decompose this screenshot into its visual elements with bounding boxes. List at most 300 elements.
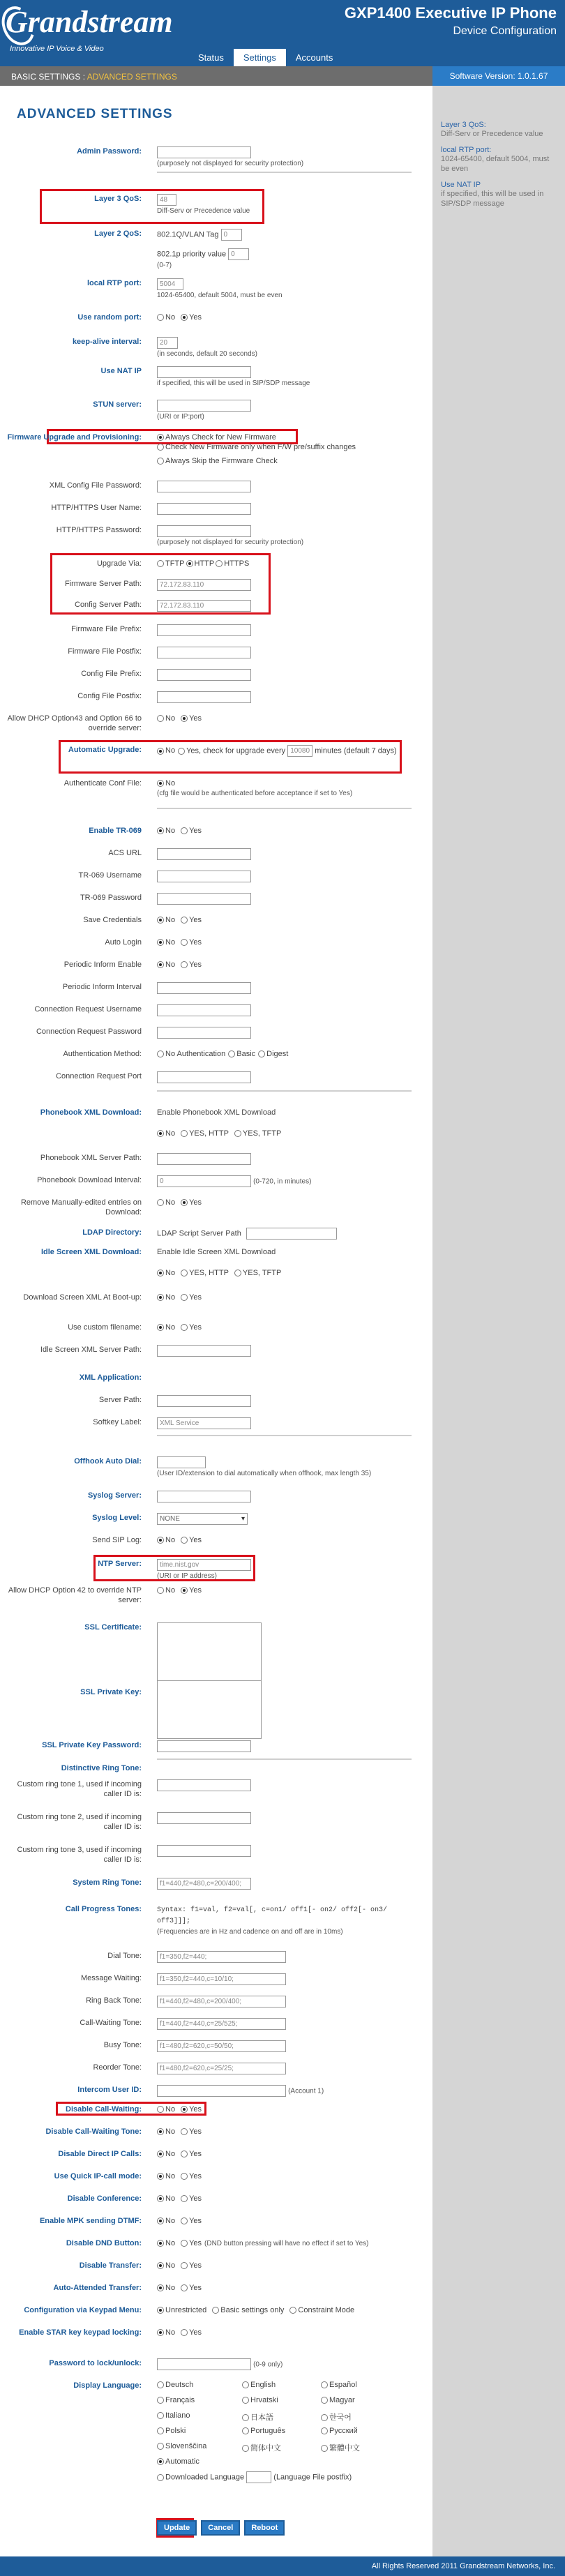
acs-url-label: ACS URL <box>108 849 142 857</box>
option-no: No <box>165 2150 176 2158</box>
lang-label: Downloaded Language <box>165 2473 245 2482</box>
lock-password-note: (0-9 only) <box>253 2360 283 2369</box>
option-no: No <box>165 714 176 723</box>
tr069-username-input[interactable] <box>157 871 251 882</box>
ringback-input[interactable]: f1=440,f2=480,c=200/400; <box>157 1996 286 2008</box>
periodic-inform-label: Periodic Inform Enable <box>63 961 142 969</box>
option-no: No <box>165 916 176 924</box>
option-text: YES, TFTP <box>242 1129 282 1138</box>
fw-postfix-label: Firmware File Postfix: <box>68 647 142 656</box>
option-no: No <box>165 1198 176 1207</box>
periodic-no-radio[interactable] <box>157 961 164 968</box>
siplog-no-radio[interactable] <box>157 1537 164 1544</box>
auto-upgrade-label: Automatic Upgrade: <box>68 746 142 754</box>
xfer-yes-radio[interactable] <box>181 2262 188 2269</box>
priority-input[interactable]: 0 <box>228 248 249 260</box>
upgrade-https-radio[interactable] <box>216 560 223 567</box>
grandstream-logo <box>6 4 173 60</box>
option-text: Check New Firmware only when F/W pre/suffix changes <box>165 443 356 451</box>
stun-server-note: (URI or IP:port) <box>157 413 204 421</box>
lang-radio[interactable] <box>157 2443 164 2450</box>
option-no: No <box>165 2172 176 2180</box>
logo-text: Grandstream <box>6 5 173 39</box>
breadcrumb-separator: : <box>80 72 87 82</box>
siplog-yes-radio[interactable] <box>181 1537 188 1544</box>
conn-port-input[interactable] <box>157 1071 251 1083</box>
custom-ring2-input[interactable] <box>157 1812 251 1824</box>
cfg-prefix-label: Config File Prefix: <box>81 670 142 678</box>
option-yes: Yes <box>189 1586 202 1595</box>
option-yes: Yes <box>189 1536 202 1544</box>
lang-label: Español <box>329 2381 357 2389</box>
layer2-qos-label: Layer 2 QoS: <box>94 229 142 238</box>
idle-server-label: Idle Screen XML Server Path: <box>40 1346 142 1354</box>
pb-tftp-radio[interactable] <box>234 1130 241 1137</box>
option-yes: Yes <box>189 2105 202 2114</box>
option-yes: Yes <box>189 2150 202 2158</box>
option-yes: Yes <box>189 938 202 947</box>
option-yes: Yes <box>189 1293 202 1302</box>
auto-upgrade-yes-radio[interactable] <box>178 748 185 755</box>
ldap-desc: LDAP Script Server Path <box>157 1229 241 1238</box>
option-no: No <box>165 313 176 322</box>
dhcp42-label: Allow DHCP Option 42 to override NTP server: <box>8 1586 142 1604</box>
kp-constraint-radio[interactable] <box>289 2307 296 2314</box>
conn-username-input[interactable] <box>157 1004 251 1016</box>
ldap-input[interactable] <box>246 1228 337 1240</box>
kp-unrestricted-radio[interactable] <box>157 2307 164 2314</box>
dis-cwt-no-radio[interactable] <box>157 2128 164 2135</box>
save-cred-yes-radio[interactable] <box>181 917 188 924</box>
msg-waiting-input[interactable]: f1=350,f2=440,c=10/10; <box>157 1973 286 1985</box>
acs-url-input[interactable] <box>157 848 251 860</box>
option-no: No <box>165 1293 176 1302</box>
periodic-interval-label: Periodic Inform Interval <box>62 983 142 991</box>
cancel-button[interactable]: Cancel <box>201 2520 240 2536</box>
custom-ring3-input[interactable] <box>157 1845 251 1857</box>
option-no: No <box>165 827 176 835</box>
nat-ip-input[interactable] <box>157 366 251 378</box>
dhcp42-no-radio[interactable] <box>157 1587 164 1594</box>
option-no: No <box>165 938 176 947</box>
lang-radio[interactable] <box>321 2427 328 2434</box>
auto-upgrade-text: Yes, check for upgrade every <box>186 746 286 755</box>
conn-password-label: Connection Request Password <box>36 1027 142 1036</box>
dis-cw-no-radio[interactable] <box>157 2106 164 2113</box>
xfer-no-radio[interactable] <box>157 2262 164 2269</box>
help-title: Layer 3 QoS: <box>441 121 486 129</box>
logo-tagline: Innovative IP Voice & Video <box>10 45 104 53</box>
lang-label: Polski <box>165 2427 186 2435</box>
idle-xml-label: Idle Screen XML Download: <box>40 1248 142 1256</box>
auth-conf-note: (cfg file would be authenticated before acceptance if set to Yes) <box>157 790 353 797</box>
auto-upgrade-interval-input[interactable]: 10080 <box>287 745 312 757</box>
lang-label: Slovenščina <box>165 2442 207 2450</box>
system-ring-label: System Ring Tone: <box>73 1878 142 1887</box>
nat-ip-label: Use NAT IP <box>100 367 142 375</box>
lang-label: Deutsch <box>165 2381 194 2389</box>
upgrade-http-radio[interactable] <box>186 560 193 567</box>
option-yes: Yes <box>189 313 202 322</box>
ldap-label: LDAP Directory: <box>82 1228 142 1237</box>
fw-check-prefix-radio[interactable] <box>157 444 164 451</box>
option-yes: Yes <box>189 916 202 924</box>
auto-upgrade-suffix: minutes (default 7 days) <box>315 746 397 755</box>
xml-config-password-input[interactable] <box>157 481 251 492</box>
fw-skip-radio[interactable] <box>157 458 164 465</box>
lang-radio[interactable] <box>242 2445 249 2452</box>
ntp-server-input[interactable]: time.nist.gov <box>157 1559 251 1571</box>
lang-label: 日本語 <box>250 2413 273 2422</box>
product-name: GXP1400 Executive IP Phone <box>344 4 557 22</box>
option-no: No <box>165 1129 176 1138</box>
auth-conf-label: Authenticate Conf File: <box>63 779 142 788</box>
lang-downloaded-radio[interactable] <box>157 2474 164 2481</box>
keepalive-input[interactable]: 20 <box>157 337 178 349</box>
auth-method-label: Authentication Method: <box>63 1050 142 1058</box>
save-cred-no-radio[interactable] <box>157 917 164 924</box>
admin-password-label: Admin Password: <box>77 147 142 156</box>
cfg-prefix-input[interactable] <box>157 669 251 681</box>
syslog-server-input[interactable] <box>157 1491 251 1502</box>
dnd-no-radio[interactable] <box>157 2240 164 2247</box>
help-desc: if specified, this will be used in SIP/SDP message <box>441 190 544 208</box>
option-yes: Yes <box>189 2239 202 2247</box>
conn-password-input[interactable] <box>157 1027 251 1039</box>
customfn-yes-radio[interactable] <box>181 1324 188 1331</box>
dis-cw-yes-radio[interactable] <box>181 2106 188 2113</box>
http-password-label: HTTP/HTTPS Password: <box>56 526 142 534</box>
idle-http-radio[interactable] <box>181 1270 188 1276</box>
ssl-key-password-input[interactable] <box>157 1740 251 1752</box>
software-version: Software Version: 1.0.1.67 <box>432 66 565 86</box>
dhcp43-no-radio[interactable] <box>157 715 164 722</box>
option-text: Digest <box>266 1050 289 1058</box>
star-no-radio[interactable] <box>157 2329 164 2336</box>
option-no: No <box>165 1536 176 1544</box>
nat-ip-note: if specified, this will be used in SIP/SDP message <box>157 379 310 387</box>
option-text: YES, HTTP <box>189 1269 229 1277</box>
priority-label: 802.1p priority value <box>157 250 227 259</box>
phonebook-xml-desc: Enable Phonebook XML Download <box>157 1108 276 1117</box>
header-bar <box>0 0 565 66</box>
rtp-port-note: 1024-65400, default 5004, must be even <box>157 292 282 299</box>
stun-server-input[interactable] <box>157 400 251 412</box>
kp-basic-radio[interactable] <box>212 2307 219 2314</box>
breadcrumb-basic-settings[interactable]: BASIC SETTINGS <box>11 72 81 82</box>
cfg-postfix-label: Config File Postfix: <box>77 692 142 700</box>
dis-dip-no-radio[interactable] <box>157 2151 164 2157</box>
lang-radio[interactable] <box>242 2397 249 2404</box>
custom-ring1-label: Custom ring tone 1, used if incoming caller ID is: <box>17 1780 142 1798</box>
lang-radio[interactable] <box>242 2414 249 2421</box>
layer3-qos-input[interactable]: 48 <box>157 194 176 206</box>
remove-no-radio[interactable] <box>157 1199 164 1206</box>
lang-radio[interactable] <box>321 2445 328 2452</box>
lock-password-input[interactable] <box>157 2358 251 2370</box>
dl-boot-label: Download Screen XML At Boot-up: <box>23 1293 142 1302</box>
option-yes: Yes <box>189 2284 202 2292</box>
dial-tone-input[interactable]: f1=350,f2=440; <box>157 1951 286 1963</box>
option-yes: Yes <box>189 2172 202 2180</box>
option-yes: Yes <box>189 2328 202 2337</box>
dnd-yes-radio[interactable] <box>181 2240 188 2247</box>
dhcp42-yes-radio[interactable] <box>181 1587 188 1594</box>
option-no: No <box>165 1269 176 1277</box>
option-yes: Yes <box>189 827 202 835</box>
http-username-label: HTTP/HTTPS User Name: <box>51 504 142 512</box>
auto-attended-label: Auto-Attended Transfer: <box>53 2284 142 2292</box>
sip-log-label: Send SIP Log: <box>92 1536 142 1544</box>
intercom-note: (Account 1) <box>288 2087 324 2095</box>
option-no: No <box>165 2328 176 2337</box>
tr069-password-input[interactable] <box>157 893 251 905</box>
fw-postfix-input[interactable] <box>157 647 251 658</box>
syslog-server-label: Syslog Server: <box>87 1491 142 1500</box>
vlan-tag-input[interactable]: 0 <box>221 229 242 241</box>
update-button[interactable]: Update <box>157 2520 197 2536</box>
admin-password-note: (purposely not displayed for security protection) <box>157 160 304 167</box>
option-no: No <box>165 2217 176 2225</box>
dis-conf-yes-radio[interactable] <box>181 2195 188 2202</box>
disable-direct-ip-label: Disable Direct IP Calls: <box>58 2150 142 2158</box>
tab-settings[interactable]: Settings <box>234 49 286 66</box>
custom-ring1-input[interactable] <box>157 1779 251 1791</box>
lang-radio[interactable] <box>157 2412 164 2419</box>
option-no: No <box>165 1323 176 1332</box>
quick-ip-no-radio[interactable] <box>157 2173 164 2180</box>
breadcrumb <box>11 72 177 82</box>
server-path-label: Server Path: <box>98 1396 142 1404</box>
option-https: HTTPS <box>224 559 250 568</box>
pb-interval-input[interactable]: 0 <box>157 1175 251 1187</box>
reorder-tone-label: Reorder Tone: <box>93 2063 142 2072</box>
lang-radio[interactable] <box>321 2414 328 2421</box>
tr069-label: Enable TR-069 <box>89 827 142 835</box>
ssl-cert-textarea[interactable] <box>157 1622 262 1681</box>
softkey-input[interactable]: XML Service <box>157 1417 251 1429</box>
reorder-tone-input[interactable]: f1=480,f2=620,c=25/25; <box>157 2063 286 2074</box>
custom-filename-label: Use custom filename: <box>68 1323 142 1332</box>
option-yes: Yes <box>189 1323 202 1332</box>
lang-label: Italiano <box>165 2411 190 2420</box>
aat-no-radio[interactable] <box>157 2284 164 2291</box>
xml-config-password-label: XML Config File Password: <box>49 481 142 490</box>
dnd-note: (DND button pressing will have no effect if set to Yes) <box>204 2240 369 2247</box>
lang-radio[interactable] <box>242 2427 249 2434</box>
option-no: No <box>165 2127 176 2136</box>
rtp-port-input[interactable]: 5004 <box>157 278 183 290</box>
stun-server-label: STUN server: <box>93 400 142 409</box>
option-text: Always Skip the Firmware Check <box>165 457 278 465</box>
upgrade-tftp-radio[interactable] <box>157 560 164 567</box>
tr069-username-label: TR-069 Username <box>78 871 142 880</box>
footer: All Rights Reserved 2011 Grandstream Networks, Inc. <box>0 2556 565 2576</box>
ssl-key-password-label: SSL Private Key Password: <box>42 1741 142 1749</box>
option-no: No <box>165 2105 176 2114</box>
random-port-no-radio[interactable] <box>157 314 164 321</box>
lang-label: English <box>250 2381 276 2389</box>
page-title: ADVANCED SETTINGS <box>17 107 173 121</box>
tab-status[interactable]: Status <box>198 52 224 63</box>
mpk-yes-radio[interactable] <box>181 2217 188 2224</box>
phonebook-xml-label: Phonebook XML Download: <box>40 1108 142 1117</box>
auto-login-label: Auto Login <box>105 938 142 947</box>
cpt-note: (Frequencies are in Hz and cadence on and off are in 10ms) <box>157 1928 343 1936</box>
fw-always-check-radio[interactable] <box>157 434 164 441</box>
pb-server-input[interactable] <box>157 1153 251 1165</box>
conn-username-label: Connection Request Username <box>34 1005 142 1014</box>
aat-yes-radio[interactable] <box>181 2284 188 2291</box>
option-no: No <box>165 2284 176 2292</box>
lang-postfix-input[interactable] <box>246 2471 271 2483</box>
priority-range: (0-7) <box>157 262 172 269</box>
periodic-yes-radio[interactable] <box>181 961 188 968</box>
fw-prefix-input[interactable] <box>157 624 251 636</box>
keepalive-note: (in seconds, default 20 seconds) <box>157 350 257 358</box>
auth-conf-no-radio[interactable] <box>157 780 164 787</box>
tr069-no-radio[interactable] <box>157 827 164 834</box>
lang-auto-radio[interactable] <box>157 2458 164 2465</box>
dhcp43-label: Allow DHCP Option43 and Option 66 to override server: <box>7 714 142 732</box>
auth-digest-radio[interactable] <box>258 1050 265 1057</box>
offhook-label: Offhook Auto Dial: <box>74 1457 142 1466</box>
auto-login-no-radio[interactable] <box>157 939 164 946</box>
ssl-key-textarea[interactable] <box>157 1680 262 1739</box>
call-progress-label: Call Progress Tones: <box>65 1905 142 1913</box>
cpt-syntax: Syntax: f1=val, f2=val[, c=on1/ off1[- on2/ off2[- on3/ off3]]]; <box>157 1906 388 1925</box>
lang-label: 繁體中文 <box>329 2444 360 2453</box>
dhcp43-yes-radio[interactable] <box>181 715 188 722</box>
star-lock-label: Enable STAR key keypad locking: <box>19 2328 142 2337</box>
random-port-label: Use random port: <box>77 313 142 322</box>
breadcrumb-current: ADVANCED SETTINGS <box>86 72 177 82</box>
conn-port-label: Connection Request Port <box>56 1072 142 1080</box>
config-server-label: Config Server Path: <box>75 601 142 609</box>
ssl-key-label: SSL Private Key: <box>80 1688 142 1696</box>
disable-transfer-label: Disable Transfer: <box>79 2261 142 2270</box>
option-text: Constraint Mode <box>298 2306 355 2314</box>
pb-no-radio[interactable] <box>157 1130 164 1137</box>
fw-prefix-label: Firmware File Prefix: <box>71 625 142 633</box>
lock-password-label: Password to lock/unlock: <box>49 2359 142 2367</box>
cfg-postfix-input[interactable] <box>157 691 251 703</box>
product-subtitle: Device Configuration <box>453 25 557 37</box>
vlan-tag-label: 802.1Q/VLAN Tag <box>157 230 219 239</box>
random-port-yes-radio[interactable] <box>181 314 188 321</box>
remove-yes-radio[interactable] <box>181 1199 188 1206</box>
dial-tone-label: Dial Tone: <box>107 1952 142 1960</box>
periodic-interval-input[interactable] <box>157 982 251 994</box>
distinctive-ring-label: Distinctive Ring Tone: <box>61 1764 142 1772</box>
option-yes: Yes <box>189 2261 202 2270</box>
lang-radio[interactable] <box>242 2381 249 2388</box>
idle-no-radio[interactable] <box>157 1270 164 1276</box>
ntp-note: (URI or IP address) <box>157 1572 217 1580</box>
lang-label: Hrvatski <box>250 2396 278 2404</box>
lang-radio[interactable] <box>157 2427 164 2434</box>
http-username-input[interactable] <box>157 503 251 515</box>
lang-radio[interactable] <box>321 2381 328 2388</box>
lang-radio[interactable] <box>321 2397 328 2404</box>
config-server-input[interactable]: 72.172.83.110 <box>157 600 251 612</box>
help-desc: 1024-65400, default 5004, must be even <box>441 155 550 173</box>
server-path-input[interactable] <box>157 1395 251 1407</box>
disable-conference-label: Disable Conference: <box>67 2194 142 2203</box>
divider <box>157 1435 412 1436</box>
idle-server-input[interactable] <box>157 1345 251 1357</box>
tr069-yes-radio[interactable] <box>181 827 188 834</box>
call-waiting-tone-label: Call-Waiting Tone: <box>80 2019 142 2027</box>
dlboot-no-radio[interactable] <box>157 1294 164 1301</box>
divider <box>157 172 412 173</box>
display-language-label: Display Language: <box>73 2381 142 2390</box>
lang-label: Português <box>250 2427 286 2435</box>
remove-manual-label: Remove Manually-edited entries on Download: <box>20 1198 142 1217</box>
option-no: No <box>165 779 176 788</box>
mpk-no-radio[interactable] <box>157 2217 164 2224</box>
lang-label: Automatic <box>165 2457 199 2466</box>
idle-tftp-radio[interactable] <box>234 1270 241 1276</box>
keypad-config-label: Configuration via Keypad Menu: <box>24 2306 142 2314</box>
http-password-input[interactable] <box>157 525 251 537</box>
option-no: No <box>165 2239 176 2247</box>
customfn-no-radio[interactable] <box>157 1324 164 1331</box>
lang-radio[interactable] <box>157 2397 164 2404</box>
dis-conf-no-radio[interactable] <box>157 2195 164 2202</box>
auth-basic-radio[interactable] <box>228 1050 235 1057</box>
option-text: YES, HTTP <box>189 1129 229 1138</box>
intercom-input[interactable] <box>157 2085 286 2097</box>
dlboot-yes-radio[interactable] <box>181 1294 188 1301</box>
firmware-server-input[interactable]: 72.172.83.110 <box>157 579 251 591</box>
syslog-level-select[interactable]: NONE ▾ <box>157 1513 248 1525</box>
lang-radio[interactable] <box>157 2381 164 2388</box>
offhook-input[interactable] <box>157 1456 206 1468</box>
star-yes-radio[interactable] <box>181 2329 188 2336</box>
help-panel <box>432 86 565 2556</box>
reboot-button[interactable]: Reboot <box>244 2520 285 2536</box>
mpk-dtmf-label: Enable MPK sending DTMF: <box>39 2217 142 2225</box>
option-text: Always Check for New Firmware <box>165 433 276 442</box>
softkey-label: Softkey Label: <box>93 1418 142 1426</box>
option-no: No <box>165 961 176 969</box>
admin-password-input[interactable] <box>157 146 251 158</box>
call-waiting-tone-input[interactable]: f1=440,f2=440,c=25/525; <box>157 2018 286 2030</box>
option-yes: Yes <box>189 1198 202 1207</box>
xml-app-label: XML Application: <box>79 1373 142 1382</box>
auth-none-radio[interactable] <box>157 1050 164 1057</box>
busy-tone-input[interactable]: f1=480,f2=620,c=50/50; <box>157 2040 286 2052</box>
dis-dip-yes-radio[interactable] <box>181 2151 188 2157</box>
auto-login-yes-radio[interactable] <box>181 939 188 946</box>
dis-cwt-yes-radio[interactable] <box>181 2128 188 2135</box>
intercom-label: Intercom User ID: <box>77 2086 142 2094</box>
disable-cw-tone-label: Disable Call-Waiting Tone: <box>45 2127 142 2136</box>
system-ring-input[interactable]: f1=440,f2=480,c=200/400; <box>157 1878 251 1890</box>
tab-accounts[interactable]: Accounts <box>295 52 333 63</box>
option-yes: Yes <box>189 2127 202 2136</box>
divider <box>157 1758 412 1760</box>
layer3-qos-label: Layer 3 QoS: <box>94 195 142 203</box>
quick-ip-yes-radio[interactable] <box>181 2173 188 2180</box>
product-title <box>345 4 557 38</box>
pb-http-radio[interactable] <box>181 1130 188 1137</box>
msg-waiting-label: Message Waiting: <box>80 1974 142 1982</box>
option-no: No <box>165 746 176 755</box>
auto-upgrade-no-radio[interactable] <box>157 748 164 755</box>
pb-interval-label: Phonebook Download Interval: <box>37 1176 142 1184</box>
